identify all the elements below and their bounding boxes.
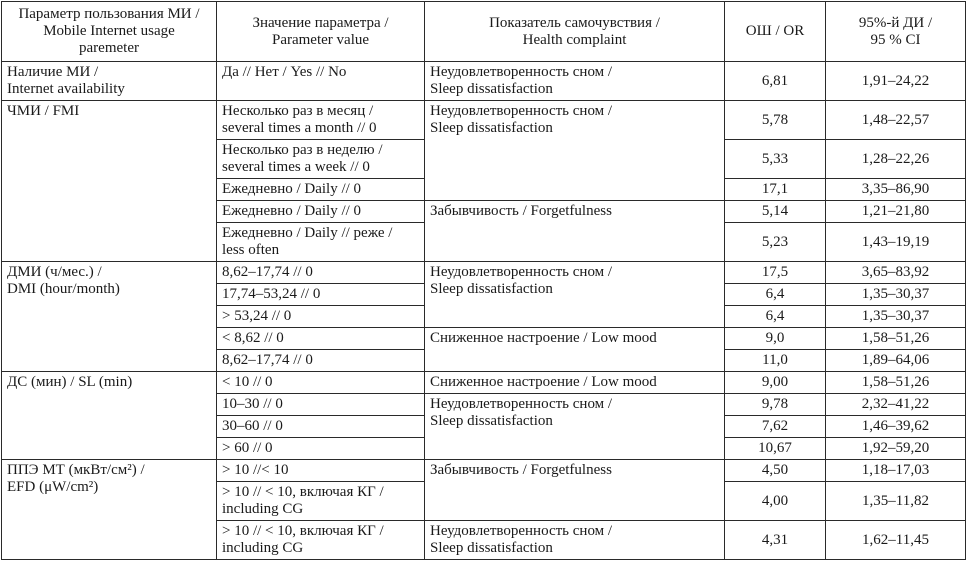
value-cell: 17,74–53,24 // 0 xyxy=(217,284,425,306)
value-cell: > 10 // < 10, включая КГ / including CG xyxy=(217,521,425,560)
ci-cell: 1,58–51,26 xyxy=(826,372,966,394)
table-row xyxy=(2,372,966,394)
or-cell: 17,1 xyxy=(725,179,826,201)
value-cell: Несколько раз в месяц / several times a month // 0 xyxy=(217,101,425,140)
ci-cell: 1,91–24,22 xyxy=(826,62,966,101)
or-cell: 9,00 xyxy=(725,372,826,394)
header-or: ОШ / OR xyxy=(725,2,826,62)
or-cell: 6,4 xyxy=(725,306,826,328)
header-param: Параметр пользования МИ / Mobile Internet usage paremeter xyxy=(2,2,217,62)
ci-cell: 1,46–39,62 xyxy=(826,416,966,438)
value-cell: Ежедневно / Daily // 0 xyxy=(217,201,425,223)
or-cell: 5,23 xyxy=(725,223,826,262)
ci-cell: 1,43–19,19 xyxy=(826,223,966,262)
param-cell: ДМИ (ч/мес.) / DMI (hour/month) xyxy=(2,262,217,372)
complaint-cell: Неудовлетворенность сном / Sleep dissatisfaction xyxy=(425,262,725,328)
or-cell: 9,78 xyxy=(725,394,826,416)
value-cell: < 10 // 0 xyxy=(217,372,425,394)
ci-cell: 1,92–59,20 xyxy=(826,438,966,460)
ci-cell: 1,35–11,82 xyxy=(826,482,966,521)
ci-cell: 1,62–11,45 xyxy=(826,521,966,560)
ci-cell: 3,35–86,90 xyxy=(826,179,966,201)
header-row xyxy=(2,2,966,62)
complaint-cell: Неудовлетворенность сном / Sleep dissatisfaction xyxy=(425,62,725,101)
or-cell: 5,78 xyxy=(725,101,826,140)
value-cell: > 60 // 0 xyxy=(217,438,425,460)
table-row xyxy=(2,101,966,140)
header-value: Значение параметра / Parameter value xyxy=(217,2,425,62)
value-cell: 10–30 // 0 xyxy=(217,394,425,416)
value-cell: Несколько раз в неделю / several times a week // 0 xyxy=(217,140,425,179)
ci-cell: 1,35–30,37 xyxy=(826,284,966,306)
header-complaint: Показатель самочувствия / Health complaint xyxy=(425,2,725,62)
ci-cell: 1,89–64,06 xyxy=(826,350,966,372)
param-cell: Наличие МИ / Internet availability xyxy=(2,62,217,101)
or-cell: 6,4 xyxy=(725,284,826,306)
value-cell: > 53,24 // 0 xyxy=(217,306,425,328)
header-ci: 95%-й ДИ / 95 % CI xyxy=(826,2,966,62)
value-cell: 8,62–17,74 // 0 xyxy=(217,262,425,284)
or-cell: 17,5 xyxy=(725,262,826,284)
value-cell: > 10 //< 10 xyxy=(217,460,425,482)
or-cell: 11,0 xyxy=(725,350,826,372)
or-cell: 4,00 xyxy=(725,482,826,521)
ci-cell: 2,32–41,22 xyxy=(826,394,966,416)
ci-cell: 1,21–21,80 xyxy=(826,201,966,223)
value-cell: Да // Нет / Yes // No xyxy=(217,62,425,101)
value-cell: 8,62–17,74 // 0 xyxy=(217,350,425,372)
ci-cell: 3,65–83,92 xyxy=(826,262,966,284)
results-table xyxy=(1,1,966,560)
or-cell: 4,31 xyxy=(725,521,826,560)
ci-cell: 1,18–17,03 xyxy=(826,460,966,482)
table-row xyxy=(2,262,966,284)
param-cell: ДС (мин) / SL (min) xyxy=(2,372,217,460)
or-cell: 5,33 xyxy=(725,140,826,179)
value-cell: 30–60 // 0 xyxy=(217,416,425,438)
ci-cell: 1,48–22,57 xyxy=(826,101,966,140)
complaint-cell: Неудовлетворенность сном / Sleep dissatisfaction xyxy=(425,521,725,560)
or-cell: 4,50 xyxy=(725,460,826,482)
or-cell: 6,81 xyxy=(725,62,826,101)
param-cell: ППЭ МТ (мкВт/см²) / EFD (μW/cm²) xyxy=(2,460,217,560)
value-cell: < 8,62 // 0 xyxy=(217,328,425,350)
complaint-cell: Сниженное настроение / Low mood xyxy=(425,372,725,394)
ci-cell: 1,35–30,37 xyxy=(826,306,966,328)
or-cell: 5,14 xyxy=(725,201,826,223)
ci-cell: 1,58–51,26 xyxy=(826,328,966,350)
value-cell: > 10 // < 10, включая КГ / including CG xyxy=(217,482,425,521)
complaint-cell: Забывчивость / Forgetfulness xyxy=(425,460,725,521)
param-cell: ЧМИ / FMI xyxy=(2,101,217,262)
complaint-cell: Забывчивость / Forgetfulness xyxy=(425,201,725,262)
or-cell: 10,67 xyxy=(725,438,826,460)
complaint-cell: Неудовлетворенность сном / Sleep dissatisfaction xyxy=(425,101,725,201)
ci-cell: 1,28–22,26 xyxy=(826,140,966,179)
or-cell: 7,62 xyxy=(725,416,826,438)
value-cell: Ежедневно / Daily // реже / less often xyxy=(217,223,425,262)
table-row xyxy=(2,460,966,482)
or-cell: 9,0 xyxy=(725,328,826,350)
value-cell: Ежедневно / Daily // 0 xyxy=(217,179,425,201)
complaint-cell: Сниженное настроение / Low mood xyxy=(425,328,725,372)
table-row xyxy=(2,62,966,101)
complaint-cell: Неудовлетворенность сном / Sleep dissatisfaction xyxy=(425,394,725,460)
